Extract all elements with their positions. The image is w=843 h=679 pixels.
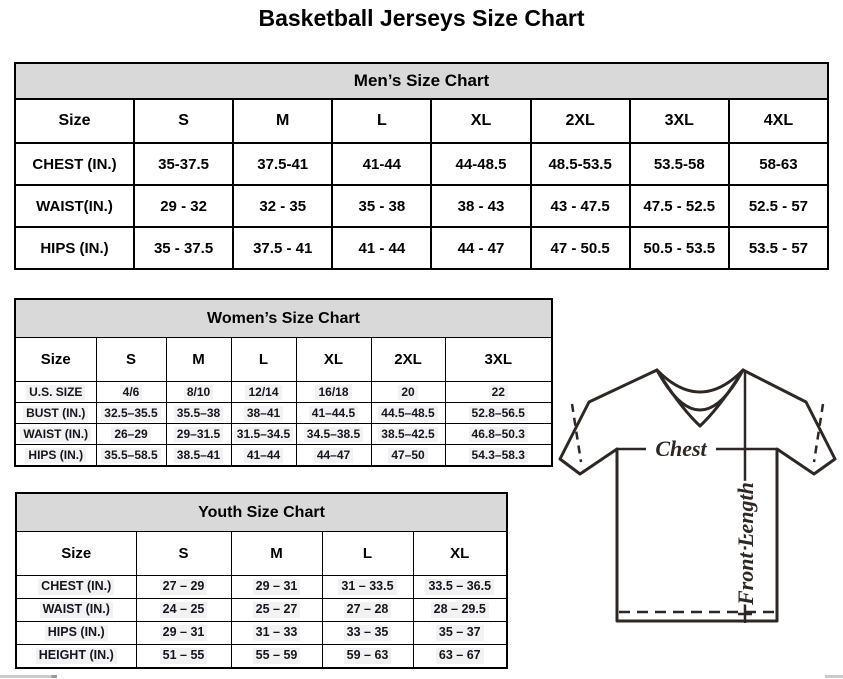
cell-text: 8/10	[184, 385, 213, 400]
table-cell	[371, 445, 445, 467]
table-cell	[322, 622, 413, 645]
cell-text: 29–31.5	[174, 427, 223, 442]
column-header: L	[231, 338, 296, 382]
mens-table-title: Men’s Size Chart	[15, 63, 828, 99]
cell-text: 38.5–41	[174, 448, 223, 463]
cell-text: 35 – 37	[436, 625, 484, 641]
chest-label: Chest	[655, 436, 707, 461]
table-cell	[231, 403, 296, 424]
column-header: XL	[431, 99, 530, 143]
cell-text: 46.8–50.3	[469, 427, 528, 442]
table-cell	[136, 576, 231, 599]
table-cell	[96, 382, 166, 403]
cell-text: 31 – 33.5	[338, 579, 396, 595]
table-cell	[296, 424, 371, 445]
table-cell	[231, 445, 296, 467]
table-cell	[322, 645, 413, 669]
cell-text: 16/18	[315, 385, 351, 400]
table-cell	[136, 622, 231, 645]
column-header: M	[233, 99, 332, 143]
table-cell	[231, 576, 322, 599]
table-cell: 35-37.5	[134, 143, 233, 185]
horizontal-scrollbar-fragment-right[interactable]	[825, 675, 843, 678]
cell-text: 35.5–38	[174, 406, 223, 421]
table-cell: 41 - 44	[332, 227, 431, 269]
cell-text: 38.5–42.5	[378, 427, 437, 442]
column-header: L	[332, 99, 431, 143]
cell-text: 31 – 33	[253, 625, 301, 641]
cell-text: 59 – 63	[344, 648, 392, 664]
table-cell: 58-63	[729, 143, 828, 185]
page-title: Basketball Jerseys Size Chart	[258, 5, 585, 31]
column-header: Size	[15, 338, 96, 382]
cell-text: HIPS (IN.)	[25, 448, 86, 463]
cell-text: WAIST (IN.)	[40, 602, 113, 618]
table-cell: 44-48.5	[431, 143, 530, 185]
cell-text: 34.5–38.5	[304, 427, 363, 442]
table-row	[16, 645, 507, 669]
column-header: Size	[16, 532, 136, 576]
table-cell	[166, 382, 231, 403]
row-label	[16, 645, 136, 669]
table-cell: 35 - 37.5	[134, 227, 233, 269]
table-cell: 35 - 38	[332, 185, 431, 227]
row-label	[15, 424, 96, 445]
table-row	[15, 143, 828, 185]
cell-text: WAIST (IN.)	[20, 427, 91, 442]
cell-text: 27 – 28	[344, 602, 392, 618]
cell-text: CHEST (IN.)	[38, 579, 114, 595]
table-row	[16, 599, 507, 622]
table-cell: 41-44	[332, 143, 431, 185]
row-label	[15, 403, 96, 424]
table-row	[15, 227, 828, 269]
cell-text: 12/14	[245, 385, 281, 400]
table-cell	[413, 645, 507, 669]
table-cell	[296, 445, 371, 467]
table-cell: 38 - 43	[431, 185, 530, 227]
table-cell	[322, 599, 413, 622]
row-label	[15, 445, 96, 467]
mens-size-table	[14, 62, 829, 270]
cell-text: 20	[398, 385, 417, 400]
table-cell	[166, 403, 231, 424]
cell-text: 33.5 – 36.5	[425, 579, 494, 595]
jersey-measurement-diagram	[557, 362, 838, 640]
table-cell	[296, 403, 371, 424]
row-label: HIPS (IN.)	[15, 227, 134, 269]
womens-table-title: Women’s Size Chart	[15, 299, 552, 338]
table-cell	[231, 424, 296, 445]
cell-text: 47–50	[388, 448, 427, 463]
column-header: S	[96, 338, 166, 382]
cell-text: 25 – 27	[253, 602, 301, 618]
cell-text: 33 – 35	[344, 625, 392, 641]
table-cell	[231, 382, 296, 403]
cell-text: U.S. SIZE	[26, 385, 85, 400]
table-row	[15, 382, 552, 403]
table-cell: 53.5 - 57	[729, 227, 828, 269]
cell-text: 4/6	[120, 385, 143, 400]
row-label	[16, 599, 136, 622]
column-header: M	[231, 532, 322, 576]
table-cell	[413, 599, 507, 622]
cell-text: 55 – 59	[253, 648, 301, 664]
column-header: S	[134, 99, 233, 143]
table-row	[15, 403, 552, 424]
table-cell	[413, 576, 507, 599]
table-cell	[445, 382, 552, 403]
table-cell: 48.5-53.5	[531, 143, 630, 185]
table-row	[15, 424, 552, 445]
row-label	[16, 622, 136, 645]
cell-text: 24 – 25	[160, 602, 208, 618]
column-header: M	[166, 338, 231, 382]
cell-text: 35.5–58.5	[101, 448, 160, 463]
jersey-outline	[560, 370, 835, 621]
youth-size-table	[15, 492, 508, 669]
table-cell	[296, 382, 371, 403]
cell-text: BUST (IN.)	[23, 406, 88, 421]
row-label	[15, 382, 96, 403]
table-cell	[231, 599, 322, 622]
row-label: WAIST(IN.)	[15, 185, 134, 227]
table-cell	[166, 445, 231, 467]
table-cell: 32 - 35	[233, 185, 332, 227]
table-cell: 52.5 - 57	[729, 185, 828, 227]
cell-text: 22	[489, 385, 508, 400]
table-cell: 44 - 47	[431, 227, 530, 269]
column-header: 4XL	[729, 99, 828, 143]
cell-text: 63 – 67	[436, 648, 484, 664]
column-header: 3XL	[630, 99, 729, 143]
column-header: S	[136, 532, 231, 576]
table-cell	[445, 403, 552, 424]
row-label: CHEST (IN.)	[15, 143, 134, 185]
column-header: XL	[296, 338, 371, 382]
column-header: 2XL	[371, 338, 445, 382]
cell-text: HEIGHT (IN.)	[36, 648, 117, 664]
table-cell	[231, 622, 322, 645]
horizontal-scrollbar-fragment-left[interactable]	[0, 675, 57, 678]
cell-text: 52.8–56.5	[469, 406, 528, 421]
column-header: 2XL	[531, 99, 630, 143]
table-cell	[445, 424, 552, 445]
cell-text: 27 – 29	[160, 579, 208, 595]
cell-text: 41–44.5	[309, 406, 358, 421]
womens-size-table	[14, 298, 553, 467]
cell-text: 38–41	[244, 406, 283, 421]
front-length-label: Front Length	[733, 482, 758, 605]
cell-text: 44–47	[314, 448, 353, 463]
row-label	[16, 576, 136, 599]
table-cell: 43 - 47.5	[531, 185, 630, 227]
table-row	[16, 622, 507, 645]
table-cell	[136, 599, 231, 622]
table-cell	[371, 424, 445, 445]
table-cell	[371, 403, 445, 424]
cell-text: 32.5–35.5	[101, 406, 160, 421]
table-cell: 47 - 50.5	[531, 227, 630, 269]
column-header: 3XL	[445, 338, 552, 382]
cell-text: 26–29	[111, 427, 150, 442]
cell-text: 51 – 55	[160, 648, 208, 664]
table-cell	[371, 382, 445, 403]
table-cell: 29 - 32	[134, 185, 233, 227]
cell-text: HIPS (IN.)	[45, 625, 108, 641]
table-cell	[445, 445, 552, 467]
youth-table-title: Youth Size Chart	[16, 493, 507, 532]
table-cell	[231, 645, 322, 669]
table-cell	[136, 645, 231, 669]
cell-text: 54.3–58.3	[469, 448, 528, 463]
table-cell	[166, 424, 231, 445]
cell-text: 29 – 31	[253, 579, 301, 595]
column-header: XL	[413, 532, 507, 576]
cell-text: 28 – 29.5	[431, 602, 489, 618]
table-cell	[96, 403, 166, 424]
table-cell	[322, 576, 413, 599]
table-row	[15, 445, 552, 467]
column-header: Size	[15, 99, 134, 143]
cell-text: 29 – 31	[160, 625, 208, 641]
cell-text: 44.5–48.5	[378, 406, 437, 421]
table-row	[16, 576, 507, 599]
table-cell: 37.5 - 41	[233, 227, 332, 269]
cell-text: 41–44	[244, 448, 283, 463]
cell-text: 31.5–34.5	[234, 427, 293, 442]
table-cell	[413, 622, 507, 645]
column-header: L	[322, 532, 413, 576]
table-cell	[96, 445, 166, 467]
table-row	[15, 185, 828, 227]
table-cell: 47.5 - 52.5	[630, 185, 729, 227]
table-cell	[96, 424, 166, 445]
table-cell: 50.5 - 53.5	[630, 227, 729, 269]
table-cell: 37.5-41	[233, 143, 332, 185]
table-cell: 53.5-58	[630, 143, 729, 185]
